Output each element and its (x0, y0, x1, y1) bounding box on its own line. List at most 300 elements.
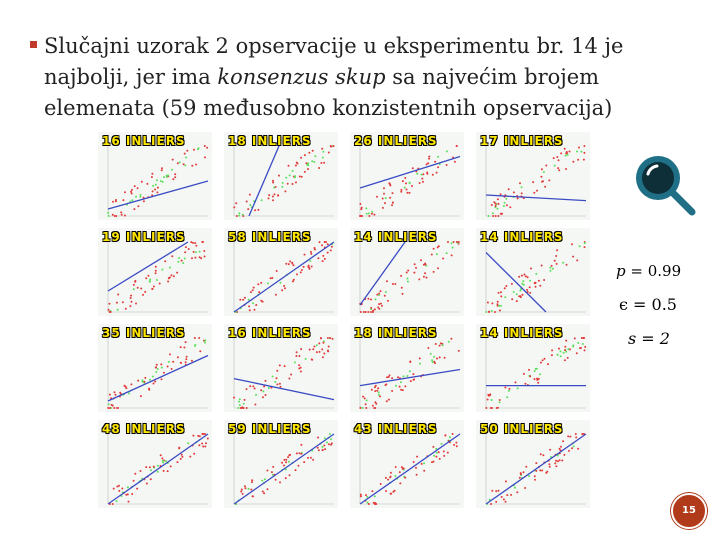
inlier-point (404, 187, 406, 189)
outlier-point (504, 287, 506, 289)
outlier-point (109, 303, 111, 305)
outlier-point (241, 406, 243, 408)
outlier-point (193, 453, 195, 455)
inlier-point (140, 194, 142, 196)
inlier-point (243, 403, 245, 405)
outlier-point (534, 479, 536, 481)
outlier-point (253, 287, 255, 289)
outlier-point (248, 305, 250, 307)
outlier-point (233, 397, 235, 399)
inlier-point (324, 437, 326, 439)
outlier-point (193, 251, 195, 253)
inlier-point (576, 151, 578, 153)
outlier-point (568, 450, 570, 452)
outlier-point (146, 483, 148, 485)
outlier-point (327, 252, 329, 254)
outlier-point (323, 445, 325, 447)
outlier-point (133, 480, 135, 482)
outlier-point (547, 363, 549, 365)
outlier-point (365, 494, 367, 496)
outlier-point (556, 156, 558, 158)
inlier-point (178, 257, 180, 259)
ransac-panel (224, 420, 338, 508)
outlier-point (409, 361, 411, 363)
outlier-point (112, 214, 114, 216)
outlier-point (388, 182, 390, 184)
outlier-point (109, 311, 111, 313)
outlier-point (565, 152, 567, 154)
outlier-point (377, 306, 379, 308)
outlier-point (319, 351, 321, 353)
outlier-point (447, 241, 449, 243)
outlier-point (250, 291, 252, 293)
outlier-point (370, 307, 372, 309)
outlier-point (251, 481, 253, 483)
outlier-point (204, 256, 206, 258)
outlier-point (518, 276, 520, 278)
fitted-line (360, 242, 405, 305)
outlier-point (109, 394, 111, 396)
inlier-point (504, 202, 506, 204)
outlier-point (495, 205, 497, 207)
outlier-point (397, 376, 399, 378)
outlier-point (525, 275, 527, 277)
outlier-point (284, 190, 286, 192)
outlier-point (370, 299, 372, 301)
outlier-point (333, 145, 335, 147)
outlier-point (401, 287, 403, 289)
inlier-point (573, 445, 575, 447)
inliers-label: 18 INLIERS (228, 134, 312, 148)
outlier-point (276, 377, 278, 379)
outlier-point (322, 342, 324, 344)
inlier-point (433, 356, 435, 358)
inlier-point (322, 151, 324, 153)
outlier-point (382, 198, 384, 200)
ransac-panel (224, 132, 338, 220)
inlier-point (314, 155, 316, 157)
outlier-point (530, 268, 532, 270)
inlier-point (371, 211, 373, 213)
outlier-point (495, 501, 497, 503)
inlier-point (400, 381, 402, 383)
outlier-point (151, 288, 153, 290)
outlier-point (121, 488, 123, 490)
outlier-point (271, 277, 273, 279)
outlier-point (328, 443, 330, 445)
outlier-point (130, 191, 132, 193)
outlier-point (151, 173, 153, 175)
bullet-text-part1: Slučajni uzorak 2 opservacije u eksperimentu br. 14 je najbolji, jer ima (44, 34, 624, 89)
outlier-point (491, 490, 493, 492)
outlier-point (156, 191, 158, 193)
inlier-point (316, 344, 318, 346)
outlier-point (183, 347, 185, 349)
outlier-point (500, 193, 502, 195)
inlier-point (407, 281, 409, 283)
outlier-point (184, 251, 186, 253)
inlier-point (152, 376, 154, 378)
outlier-point (185, 246, 187, 248)
outlier-point (491, 302, 493, 304)
outlier-point (434, 161, 436, 163)
outlier-point (569, 151, 571, 153)
outlier-point (254, 404, 256, 406)
outlier-point (251, 479, 253, 481)
outlier-point (117, 294, 119, 296)
outlier-point (331, 442, 333, 444)
outlier-point (378, 303, 380, 305)
ransac-panel (476, 228, 590, 316)
outlier-point (456, 145, 458, 147)
outlier-point (276, 370, 278, 372)
outlier-point (127, 493, 129, 495)
fitted-line (108, 242, 188, 291)
outlier-point (400, 189, 402, 191)
outlier-point (509, 206, 511, 208)
outlier-point (561, 460, 563, 462)
outlier-point (529, 375, 531, 377)
inlier-point (149, 379, 151, 381)
outlier-point (571, 447, 573, 449)
outlier-point (322, 356, 324, 358)
inlier-point (156, 279, 158, 281)
outlier-point (169, 353, 171, 355)
outlier-point (201, 443, 203, 445)
outlier-point (535, 462, 537, 464)
inlier-point (160, 180, 162, 182)
outlier-point (542, 359, 544, 361)
outlier-point (365, 311, 367, 313)
outlier-point (312, 150, 314, 152)
outlier-point (144, 291, 146, 293)
outlier-point (131, 493, 133, 495)
inlier-point (436, 253, 438, 255)
inlier-point (292, 170, 294, 172)
outlier-point (400, 389, 402, 391)
outlier-point (416, 474, 418, 476)
outlier-point (401, 466, 403, 468)
outlier-point (194, 257, 196, 259)
outlier-point (380, 303, 382, 305)
outlier-point (143, 381, 145, 383)
outlier-point (389, 374, 391, 376)
outlier-point (368, 215, 370, 217)
outlier-point (114, 215, 116, 217)
inlier-point (535, 273, 537, 275)
outlier-point (414, 263, 416, 265)
outlier-point (191, 165, 193, 167)
outlier-point (442, 258, 444, 260)
inlier-point (274, 381, 276, 383)
outlier-point (371, 213, 373, 215)
outlier-point (540, 453, 542, 455)
outlier-point (202, 446, 204, 448)
outlier-point (195, 164, 197, 166)
outlier-point (287, 456, 289, 458)
outlier-point (275, 294, 277, 296)
outlier-point (177, 162, 179, 164)
outlier-point (419, 182, 421, 184)
outlier-point (426, 173, 428, 175)
inlier-point (198, 147, 200, 149)
inlier-point (182, 262, 184, 264)
outlier-point (395, 466, 397, 468)
inlier-point (255, 394, 257, 396)
outlier-point (285, 263, 287, 265)
outlier-point (322, 449, 324, 451)
outlier-point (255, 304, 257, 306)
outlier-point (241, 489, 243, 491)
inlier-point (162, 181, 164, 183)
outlier-point (314, 247, 316, 249)
outlier-point (183, 163, 185, 165)
inlier-point (582, 343, 584, 345)
outlier-point (413, 272, 415, 274)
outlier-point (202, 433, 204, 435)
outlier-point (257, 283, 259, 285)
outlier-point (432, 446, 434, 448)
outlier-point (524, 487, 526, 489)
outlier-point (576, 352, 578, 354)
inlier-point (261, 199, 263, 201)
outlier-point (490, 407, 492, 409)
outlier-point (450, 338, 452, 340)
outlier-point (155, 266, 157, 268)
outlier-point (246, 407, 248, 409)
outlier-point (443, 455, 445, 457)
inlier-point (503, 205, 505, 207)
outlier-point (277, 194, 279, 196)
outlier-point (272, 196, 274, 198)
outlier-point (513, 191, 515, 193)
outlier-point (207, 438, 209, 440)
inlier-point (157, 368, 159, 370)
inlier-point (488, 215, 490, 217)
inlier-point (161, 269, 163, 271)
outlier-point (150, 478, 152, 480)
outlier-point (279, 481, 281, 483)
outlier-point (142, 294, 144, 296)
outlier-point (576, 259, 578, 261)
outlier-point (148, 388, 150, 390)
outlier-point (191, 257, 193, 259)
outlier-point (159, 283, 161, 285)
outlier-point (567, 435, 569, 437)
outlier-point (153, 466, 155, 468)
outlier-point (572, 256, 574, 258)
inlier-point (267, 282, 269, 284)
outlier-point (130, 297, 132, 299)
inlier-point (368, 212, 370, 214)
outlier-point (246, 388, 248, 390)
inlier-point (567, 348, 569, 350)
outlier-point (451, 254, 453, 256)
outlier-point (272, 199, 274, 201)
inlier-point (505, 198, 507, 200)
outlier-point (310, 457, 312, 459)
outlier-point (295, 355, 297, 357)
outlier-point (304, 254, 306, 256)
magnifier-icon[interactable] (630, 150, 700, 216)
outlier-point (569, 348, 571, 350)
outlier-point (439, 458, 441, 460)
inlier-point (288, 461, 290, 463)
inlier-point (184, 258, 186, 260)
outlier-point (114, 391, 116, 393)
inlier-point (131, 199, 133, 201)
outlier-point (375, 403, 377, 405)
param-p-var: p (616, 262, 626, 280)
inlier-point (280, 282, 282, 284)
inlier-point (264, 478, 266, 480)
outlier-point (307, 168, 309, 170)
inlier-point (239, 404, 241, 406)
inliers-label: 59 INLIERS (228, 422, 312, 436)
outlier-point (453, 444, 455, 446)
inlier-point (554, 165, 556, 167)
outlier-point (239, 299, 241, 301)
outlier-point (495, 215, 497, 217)
inlier-point (169, 267, 171, 269)
inlier-point (446, 150, 448, 152)
outlier-point (298, 452, 300, 454)
outlier-point (185, 361, 187, 363)
outlier-point (551, 349, 553, 351)
outlier-point (437, 166, 439, 168)
outlier-point (490, 503, 492, 505)
outlier-point (516, 300, 518, 302)
outlier-point (583, 159, 585, 161)
inlier-point (584, 242, 586, 244)
outlier-point (236, 215, 238, 217)
outlier-point (328, 346, 330, 348)
inlier-point (534, 370, 536, 372)
outlier-point (583, 145, 585, 147)
outlier-point (421, 178, 423, 180)
outlier-point (391, 390, 393, 392)
outlier-point (291, 263, 293, 265)
outlier-point (491, 204, 493, 206)
outlier-point (501, 496, 503, 498)
inlier-point (407, 278, 409, 280)
outlier-point (288, 378, 290, 380)
inlier-point (441, 443, 443, 445)
outlier-point (124, 215, 126, 217)
outlier-point (321, 244, 323, 246)
outlier-point (289, 474, 291, 476)
inlier-point (517, 387, 519, 389)
inlier-point (237, 407, 239, 409)
outlier-point (275, 479, 277, 481)
inliers-label: 58 INLIERS (228, 230, 312, 244)
outlier-point (372, 405, 374, 407)
outlier-point (265, 394, 267, 396)
outlier-point (384, 295, 386, 297)
outlier-point (391, 204, 393, 206)
inlier-point (406, 375, 408, 377)
fitted-line (108, 181, 208, 209)
inlier-point (161, 367, 163, 369)
outlier-point (381, 305, 383, 307)
outlier-point (252, 385, 254, 387)
inlier-point (282, 182, 284, 184)
outlier-point (303, 266, 305, 268)
ransac-panel (476, 132, 590, 220)
outlier-point (579, 347, 581, 349)
outlier-point (428, 158, 430, 160)
outlier-point (120, 211, 122, 213)
outlier-point (528, 369, 530, 371)
outlier-point (137, 187, 139, 189)
inlier-point (522, 280, 524, 282)
inlier-point (305, 358, 307, 360)
outlier-point (161, 378, 163, 380)
inlier-point (550, 270, 552, 272)
outlier-point (308, 267, 310, 269)
outlier-point (555, 255, 557, 257)
outlier-point (155, 367, 157, 369)
outlier-point (497, 407, 499, 409)
outlier-point (383, 187, 385, 189)
outlier-point (194, 337, 196, 339)
outlier-point (199, 256, 201, 258)
outlier-point (249, 309, 251, 311)
outlier-point (204, 156, 206, 158)
inlier-point (572, 344, 574, 346)
inlier-point (539, 373, 541, 375)
outlier-point (113, 488, 115, 490)
inlier-point (142, 381, 144, 383)
outlier-point (133, 208, 135, 210)
outlier-point (549, 466, 551, 468)
outlier-point (324, 448, 326, 450)
outlier-point (400, 275, 402, 277)
inlier-point (187, 442, 189, 444)
inlier-point (108, 403, 110, 405)
outlier-point (544, 358, 546, 360)
outlier-point (296, 162, 298, 164)
outlier-point (404, 385, 406, 387)
outlier-point (262, 396, 264, 398)
inlier-point (149, 279, 151, 281)
outlier-point (540, 362, 542, 364)
outlier-point (371, 490, 373, 492)
outlier-point (373, 214, 375, 216)
outlier-point (287, 183, 289, 185)
inlier-point (521, 186, 523, 188)
outlier-point (426, 163, 428, 165)
outlier-point (288, 454, 290, 456)
inlier-point (499, 401, 501, 403)
inlier-point (162, 460, 164, 462)
outlier-point (249, 385, 251, 387)
inlier-point (430, 353, 432, 355)
outlier-point (244, 399, 246, 401)
outlier-point (154, 381, 156, 383)
inlier-point (248, 299, 250, 301)
outlier-point (521, 275, 523, 277)
outlier-point (283, 285, 285, 287)
outlier-point (367, 298, 369, 300)
inlier-point (149, 281, 151, 283)
outlier-point (154, 189, 156, 191)
ransac-panel (350, 228, 464, 316)
inlier-point (162, 462, 164, 464)
inlier-point (311, 160, 313, 162)
outlier-point (276, 270, 278, 272)
outlier-point (456, 445, 458, 447)
